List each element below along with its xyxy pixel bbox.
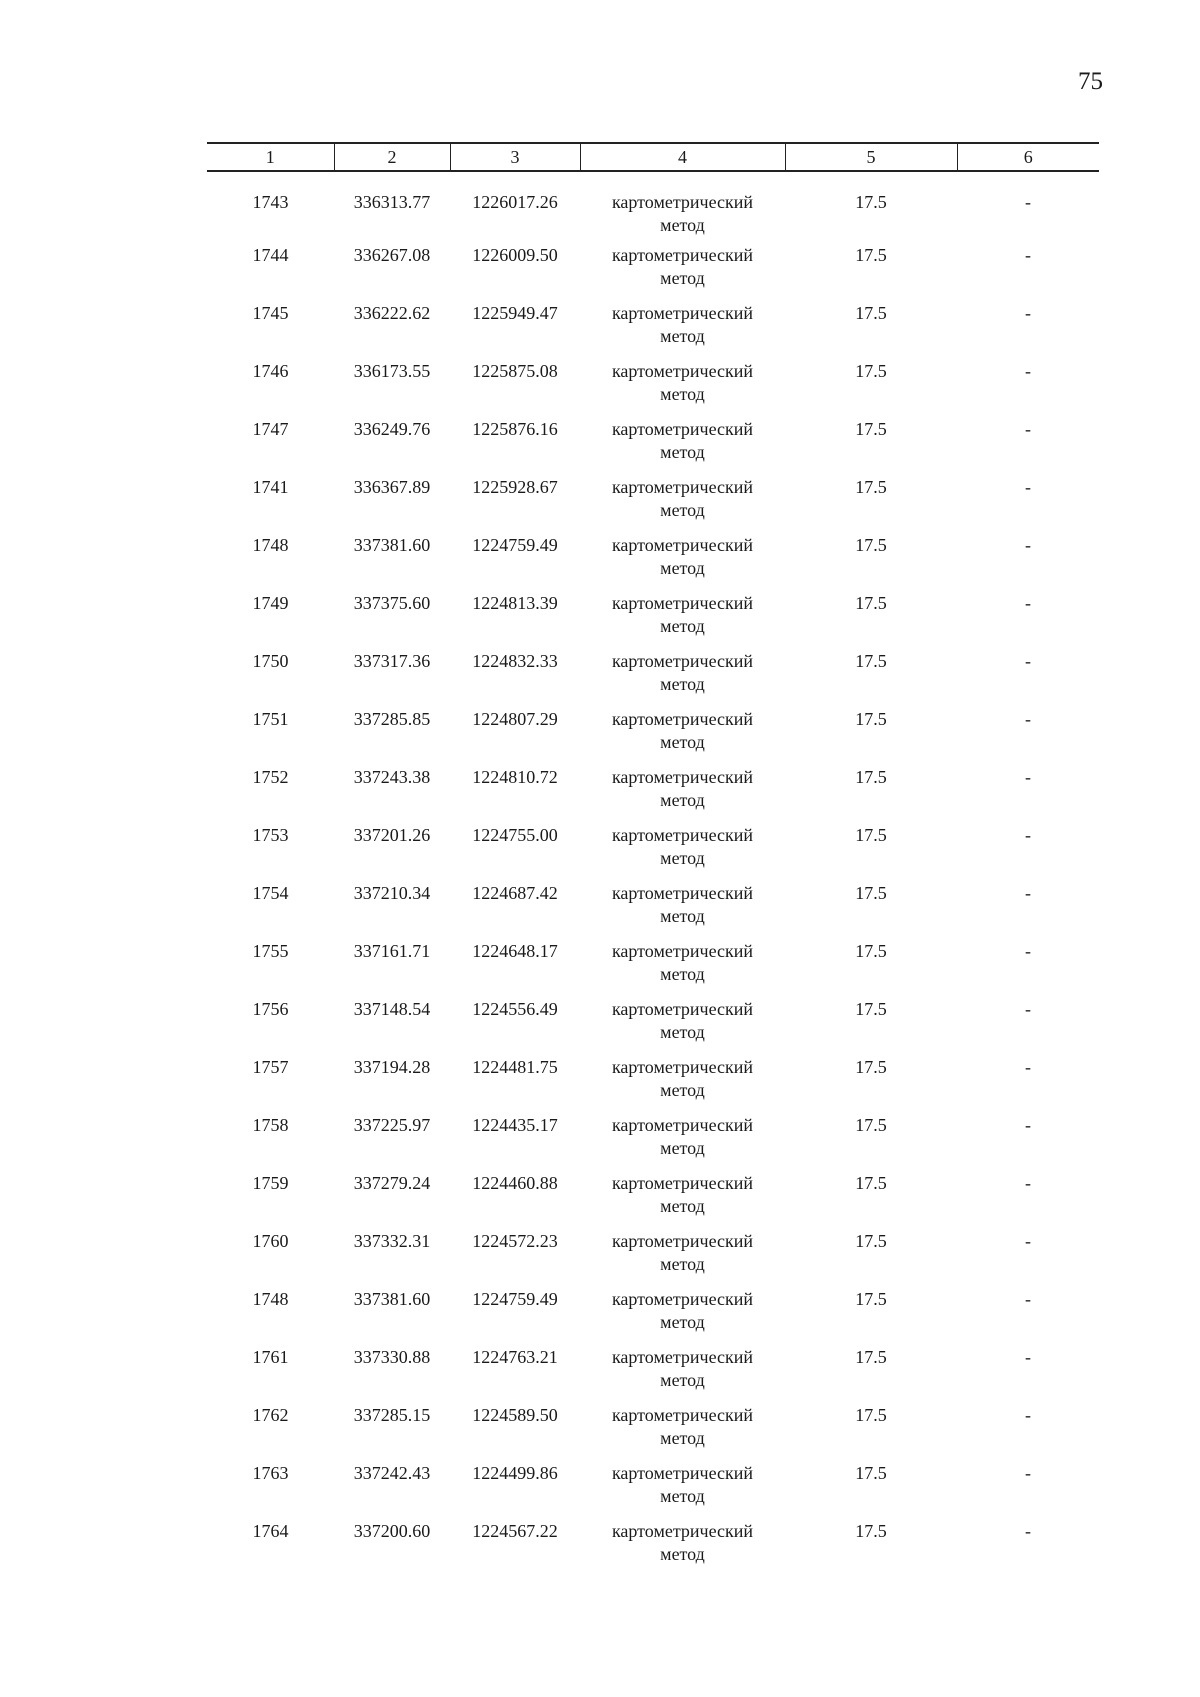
- y-coordinate-cell: 1224648.17: [472, 941, 558, 961]
- accuracy-cell: 17.5: [855, 1231, 887, 1251]
- point-number-cell: 1741: [252, 477, 289, 497]
- description-cell: -: [1025, 419, 1031, 439]
- header-row: [207, 143, 1099, 171]
- description-cell: -: [1025, 709, 1031, 729]
- description-cell: -: [1025, 245, 1031, 265]
- table-row: [207, 998, 1099, 1056]
- method-cell: картометрический метод: [611, 651, 754, 694]
- point-number-cell: 1748: [252, 535, 289, 555]
- table-row: [207, 1056, 1099, 1114]
- table-row: [207, 650, 1099, 708]
- x-coordinate-cell: 337161.71: [353, 941, 431, 961]
- method-cell: картометрический метод: [611, 1057, 754, 1100]
- description-cell: -: [1025, 477, 1031, 497]
- point-number-cell: 1745: [252, 303, 289, 323]
- y-coordinate-cell: 1224687.42: [472, 883, 558, 903]
- accuracy-cell: 17.5: [855, 709, 887, 729]
- y-coordinate-cell: 1226017.26: [472, 192, 558, 212]
- point-number-cell: 1763: [252, 1463, 289, 1483]
- column-header-5: 5: [785, 143, 957, 171]
- description-cell: -: [1025, 825, 1031, 845]
- y-coordinate-cell: 1224499.86: [472, 1463, 558, 1483]
- description-cell: -: [1025, 1115, 1031, 1135]
- x-coordinate-cell: 336249.76: [353, 419, 431, 439]
- accuracy-cell: 17.5: [855, 535, 887, 555]
- coordinates-table: [207, 142, 1099, 1578]
- table-row: [207, 940, 1099, 998]
- table-header: [207, 143, 1099, 171]
- point-number-cell: 1749: [252, 593, 289, 613]
- accuracy-cell: 17.5: [855, 1057, 887, 1077]
- description-cell: -: [1025, 1521, 1031, 1541]
- x-coordinate-cell: 337279.24: [353, 1173, 431, 1193]
- method-cell: картометрический метод: [611, 825, 754, 868]
- description-cell: -: [1025, 999, 1031, 1019]
- method-cell: картометрический метод: [611, 419, 754, 462]
- point-number-cell: 1761: [252, 1347, 289, 1367]
- method-cell: картометрический метод: [611, 1347, 754, 1390]
- y-coordinate-cell: 1225875.08: [472, 361, 558, 381]
- y-coordinate-cell: 1224759.49: [472, 1289, 558, 1309]
- table-row: [207, 1172, 1099, 1230]
- method-cell: картометрический метод: [611, 1231, 754, 1274]
- y-coordinate-cell: 1224572.23: [472, 1231, 558, 1251]
- point-number-cell: 1760: [252, 1231, 289, 1251]
- point-number-cell: 1758: [252, 1115, 289, 1135]
- accuracy-cell: 17.5: [855, 1405, 887, 1425]
- column-header-6: 6: [957, 143, 1099, 171]
- method-cell: картометрический метод: [611, 941, 754, 984]
- x-coordinate-cell: 337201.26: [353, 825, 431, 845]
- accuracy-cell: 17.5: [855, 192, 887, 212]
- y-coordinate-cell: 1225949.47: [472, 303, 558, 323]
- description-cell: -: [1025, 535, 1031, 555]
- table-row: [207, 418, 1099, 476]
- point-number-cell: 1744: [252, 245, 289, 265]
- y-coordinate-cell: 1224755.00: [472, 825, 558, 845]
- point-number-cell: 1762: [252, 1405, 289, 1425]
- y-coordinate-cell: 1224589.50: [472, 1405, 558, 1425]
- page-number: 75: [1078, 68, 1103, 95]
- description-cell: -: [1025, 941, 1031, 961]
- y-coordinate-cell: 1224567.22: [472, 1521, 558, 1541]
- table-row: [207, 1520, 1099, 1578]
- method-cell: картометрический метод: [611, 1289, 754, 1332]
- accuracy-cell: 17.5: [855, 1463, 887, 1483]
- point-number-cell: 1750: [252, 651, 289, 671]
- table-row: [207, 1288, 1099, 1346]
- point-number-cell: 1756: [252, 999, 289, 1019]
- x-coordinate-cell: 337242.43: [353, 1463, 431, 1483]
- x-coordinate-cell: 337317.36: [353, 651, 431, 671]
- method-cell: картометрический метод: [611, 1521, 754, 1564]
- accuracy-cell: 17.5: [855, 999, 887, 1019]
- y-coordinate-cell: 1224810.72: [472, 767, 558, 787]
- column-header-3: 3: [450, 143, 580, 171]
- accuracy-cell: 17.5: [855, 303, 887, 323]
- point-number-cell: 1748: [252, 1289, 289, 1309]
- method-cell: картометрический метод: [611, 192, 754, 235]
- description-cell: -: [1025, 192, 1031, 212]
- point-number-cell: 1755: [252, 941, 289, 961]
- description-cell: -: [1025, 1173, 1031, 1193]
- table-row: [207, 171, 1099, 244]
- description-cell: -: [1025, 1347, 1031, 1367]
- table-row: [207, 1114, 1099, 1172]
- x-coordinate-cell: 337375.60: [353, 593, 431, 613]
- table-row: [207, 1230, 1099, 1288]
- x-coordinate-cell: 337243.38: [353, 767, 431, 787]
- y-coordinate-cell: 1225928.67: [472, 477, 558, 497]
- accuracy-cell: 17.5: [855, 1347, 887, 1367]
- description-cell: -: [1025, 883, 1031, 903]
- accuracy-cell: 17.5: [855, 245, 887, 265]
- accuracy-cell: 17.5: [855, 767, 887, 787]
- x-coordinate-cell: 337285.85: [353, 709, 431, 729]
- description-cell: -: [1025, 303, 1031, 323]
- description-cell: -: [1025, 1057, 1031, 1077]
- y-coordinate-cell: 1224435.17: [472, 1115, 558, 1135]
- point-number-cell: 1759: [252, 1173, 289, 1193]
- method-cell: картометрический метод: [611, 883, 754, 926]
- method-cell: картометрический метод: [611, 709, 754, 752]
- method-cell: картометрический метод: [611, 535, 754, 578]
- x-coordinate-cell: 336222.62: [353, 303, 431, 323]
- x-coordinate-cell: 336267.08: [353, 245, 431, 265]
- accuracy-cell: 17.5: [855, 593, 887, 613]
- method-cell: картометрический метод: [611, 1173, 754, 1216]
- accuracy-cell: 17.5: [855, 1289, 887, 1309]
- table-body: [207, 171, 1099, 1578]
- x-coordinate-cell: 337330.88: [353, 1347, 431, 1367]
- point-number-cell: 1757: [252, 1057, 289, 1077]
- x-coordinate-cell: 336313.77: [353, 192, 431, 212]
- y-coordinate-cell: 1224460.88: [472, 1173, 558, 1193]
- y-coordinate-cell: 1224759.49: [472, 535, 558, 555]
- accuracy-cell: 17.5: [855, 651, 887, 671]
- x-coordinate-cell: 336367.89: [353, 477, 431, 497]
- accuracy-cell: 17.5: [855, 825, 887, 845]
- x-coordinate-cell: 337200.60: [353, 1521, 431, 1541]
- table-row: [207, 592, 1099, 650]
- description-cell: -: [1025, 1463, 1031, 1483]
- coordinates-table-container: [207, 142, 1099, 1578]
- point-number-cell: 1747: [252, 419, 289, 439]
- y-coordinate-cell: 1224832.33: [472, 651, 558, 671]
- accuracy-cell: 17.5: [855, 1521, 887, 1541]
- table-row: [207, 1346, 1099, 1404]
- x-coordinate-cell: 337148.54: [353, 999, 431, 1019]
- y-coordinate-cell: 1224556.49: [472, 999, 558, 1019]
- point-number-cell: 1753: [252, 825, 289, 845]
- x-coordinate-cell: 337381.60: [353, 1289, 431, 1309]
- table-row: [207, 1462, 1099, 1520]
- accuracy-cell: 17.5: [855, 477, 887, 497]
- x-coordinate-cell: 337285.15: [353, 1405, 431, 1425]
- x-coordinate-cell: 337332.31: [353, 1231, 431, 1251]
- y-coordinate-cell: 1224813.39: [472, 593, 558, 613]
- table-row: [207, 534, 1099, 592]
- table-row: [207, 476, 1099, 534]
- table-row: [207, 244, 1099, 302]
- method-cell: картометрический метод: [611, 1463, 754, 1506]
- x-coordinate-cell: 337381.60: [353, 535, 431, 555]
- y-coordinate-cell: 1225876.16: [472, 419, 558, 439]
- description-cell: -: [1025, 1405, 1031, 1425]
- description-cell: -: [1025, 1231, 1031, 1251]
- point-number-cell: 1754: [252, 883, 289, 903]
- description-cell: -: [1025, 767, 1031, 787]
- table-row: [207, 360, 1099, 418]
- method-cell: картометрический метод: [611, 303, 754, 346]
- point-number-cell: 1764: [252, 1521, 289, 1541]
- table-row: [207, 1404, 1099, 1462]
- accuracy-cell: 17.5: [855, 1115, 887, 1135]
- y-coordinate-cell: 1226009.50: [472, 245, 558, 265]
- method-cell: картометрический метод: [611, 999, 754, 1042]
- description-cell: -: [1025, 361, 1031, 381]
- point-number-cell: 1743: [252, 192, 289, 212]
- description-cell: -: [1025, 593, 1031, 613]
- method-cell: картометрический метод: [611, 361, 754, 404]
- column-header-2: 2: [334, 143, 450, 171]
- method-cell: картометрический метод: [611, 245, 754, 288]
- accuracy-cell: 17.5: [855, 419, 887, 439]
- accuracy-cell: 17.5: [855, 361, 887, 381]
- point-number-cell: 1752: [252, 767, 289, 787]
- table-row: [207, 302, 1099, 360]
- accuracy-cell: 17.5: [855, 883, 887, 903]
- point-number-cell: 1751: [252, 709, 289, 729]
- point-number-cell: 1746: [252, 361, 289, 381]
- x-coordinate-cell: 337225.97: [353, 1115, 431, 1135]
- accuracy-cell: 17.5: [855, 941, 887, 961]
- description-cell: -: [1025, 651, 1031, 671]
- method-cell: картометрический метод: [611, 477, 754, 520]
- method-cell: картометрический метод: [611, 1405, 754, 1448]
- method-cell: картометрический метод: [611, 1115, 754, 1158]
- table-row: [207, 766, 1099, 824]
- description-cell: -: [1025, 1289, 1031, 1309]
- x-coordinate-cell: 336173.55: [353, 361, 431, 381]
- method-cell: картометрический метод: [611, 767, 754, 810]
- column-header-1: 1: [207, 143, 334, 171]
- y-coordinate-cell: 1224807.29: [472, 709, 558, 729]
- column-header-4: 4: [580, 143, 785, 171]
- method-cell: картометрический метод: [611, 593, 754, 636]
- y-coordinate-cell: 1224481.75: [472, 1057, 558, 1077]
- accuracy-cell: 17.5: [855, 1173, 887, 1193]
- table-row: [207, 824, 1099, 882]
- x-coordinate-cell: 337194.28: [353, 1057, 431, 1077]
- y-coordinate-cell: 1224763.21: [472, 1347, 558, 1367]
- x-coordinate-cell: 337210.34: [353, 883, 431, 903]
- table-row: [207, 708, 1099, 766]
- table-row: [207, 882, 1099, 940]
